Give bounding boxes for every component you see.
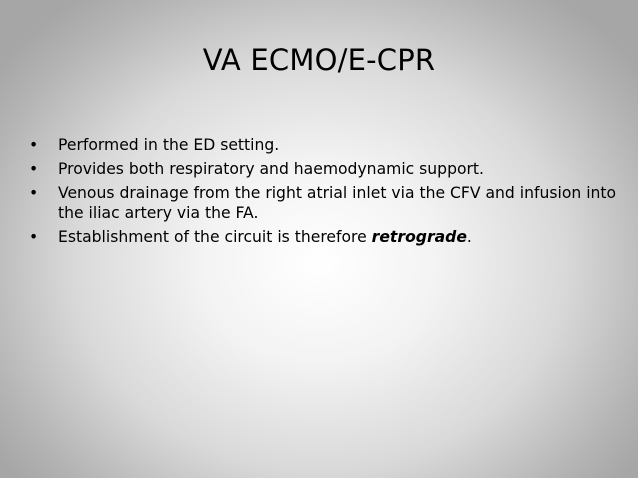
bullet-item <box>28 227 623 247</box>
bullet-item <box>28 159 623 179</box>
bullet-text: Performed in the ED setting. <box>58 136 280 154</box>
bullet-dot-icon: • <box>29 160 39 178</box>
bullet-list <box>28 135 623 251</box>
bullet-text: Venous drainage from the right atrial inlet via the CFV and infusion into the iliac artery via the FA. <box>58 184 617 222</box>
bullet-text-prefix: Establishment of the circuit is therefore <box>58 228 372 246</box>
bullet-dot-icon: • <box>29 184 39 202</box>
bullet-item <box>28 135 623 155</box>
bullet-text-suffix: . <box>466 228 472 246</box>
bullet-dot-icon: • <box>29 136 39 154</box>
bullet-dot-icon: • <box>29 228 39 246</box>
bullet-text-emphasis: retrograde <box>371 228 467 246</box>
slide-title: VA ECMO/E-CPR <box>202 43 436 77</box>
bullet-text: Provides both respiratory and haemodynamic support. <box>58 160 485 178</box>
bullet-item <box>28 183 623 223</box>
